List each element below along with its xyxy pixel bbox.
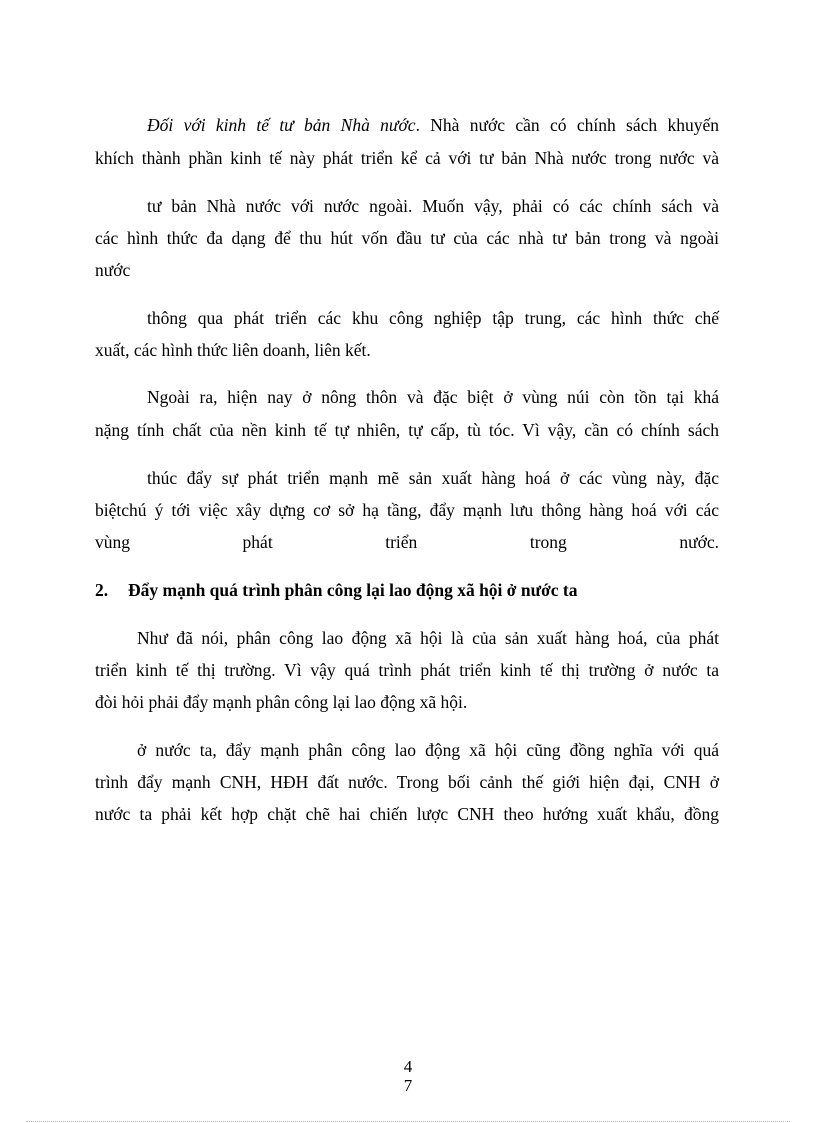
paragraph-2-line-2: nặng tính chất của nền kinh tế tự nhiên, tự cấp, tù tóc. Vì vậy, cần có chính sách: [95, 420, 719, 440]
paragraph-2-line-3: thúc đẩy sự phát triển mạnh mẽ sản xuất hàng hoá ở các vùng này, đặc: [147, 468, 719, 488]
paragraph-2-line-1: Ngoài ra, hiện nay ở nông thôn và đặc biệt ở vùng núi còn tồn tại khá: [147, 387, 719, 407]
paragraph-1-line-7: xuất, các hình thức liên doanh, liên kết.: [95, 340, 371, 360]
footer-divider: [26, 1121, 790, 1122]
paragraph-1-line-2: khích thành phần kinh tế này phát triển kể cả với tư bản Nhà nước trong nước và: [95, 148, 719, 168]
paragraph-4-line-2: trình đẩy mạnh CNH, HĐH đất nước. Trong bối cảnh thế giới hiện đại, CNH ở: [95, 772, 719, 792]
paragraph-1-line-6: thông qua phát triển các khu công nghiệp tập trung, các hình thức chế: [147, 308, 719, 328]
paragraph-1-line-1: [147, 114, 719, 136]
paragraph-1-line-5: nước: [95, 260, 131, 280]
section-number: 2.: [95, 580, 109, 600]
paragraph-4-line-1: ở nước ta, đẩy mạnh phân công lao động xã hội cũng đồng nghĩa với quá: [137, 740, 719, 760]
paragraph-1-line-4: các hình thức đa dạng để thu hút vốn đầu tư của các nhà tư bản trong và ngoài: [95, 228, 719, 248]
page-number-top: 4: [403, 1057, 413, 1076]
paragraph-3-line-3: đòi hỏi phải đẩy mạnh phân công lại lao động xã hội.: [95, 692, 468, 712]
italic-lead: Đối với kinh tế tư bản Nhà nước: [147, 115, 416, 135]
section-heading: [95, 579, 719, 601]
lead-continuation: . Nhà nước cần có chính sách khuyến: [415, 115, 719, 135]
paragraph-2-line-5: vùng phát triển trong nước.: [95, 532, 719, 552]
paragraph-3-line-2: triển kinh tế thị trường. Vì vậy quá trình phát triển kinh tế thị trường ở nước ta: [95, 660, 719, 680]
paragraph-3-line-1: Như đã nói, phân công lao động xã hội là của sản xuất hàng hoá, của phát: [137, 628, 719, 648]
section-title: Đẩy mạnh quá trình phân công lại lao động xã hội ở nước ta: [128, 580, 578, 600]
paragraph-4-line-3: nước ta phải kết hợp chặt chẽ hai chiến lược CNH theo hướng xuất khẩu, đồng: [95, 804, 719, 824]
page-number-bottom: 7: [403, 1076, 413, 1095]
paragraph-2-line-4: biệtchú ý tới việc xây dựng cơ sở hạ tầng, đẩy mạnh lưu thông hàng hoá với các: [95, 500, 719, 520]
paragraph-1-line-3: tư bản Nhà nước với nước ngoài. Muốn vậy, phải có các chính sách và: [147, 196, 719, 216]
